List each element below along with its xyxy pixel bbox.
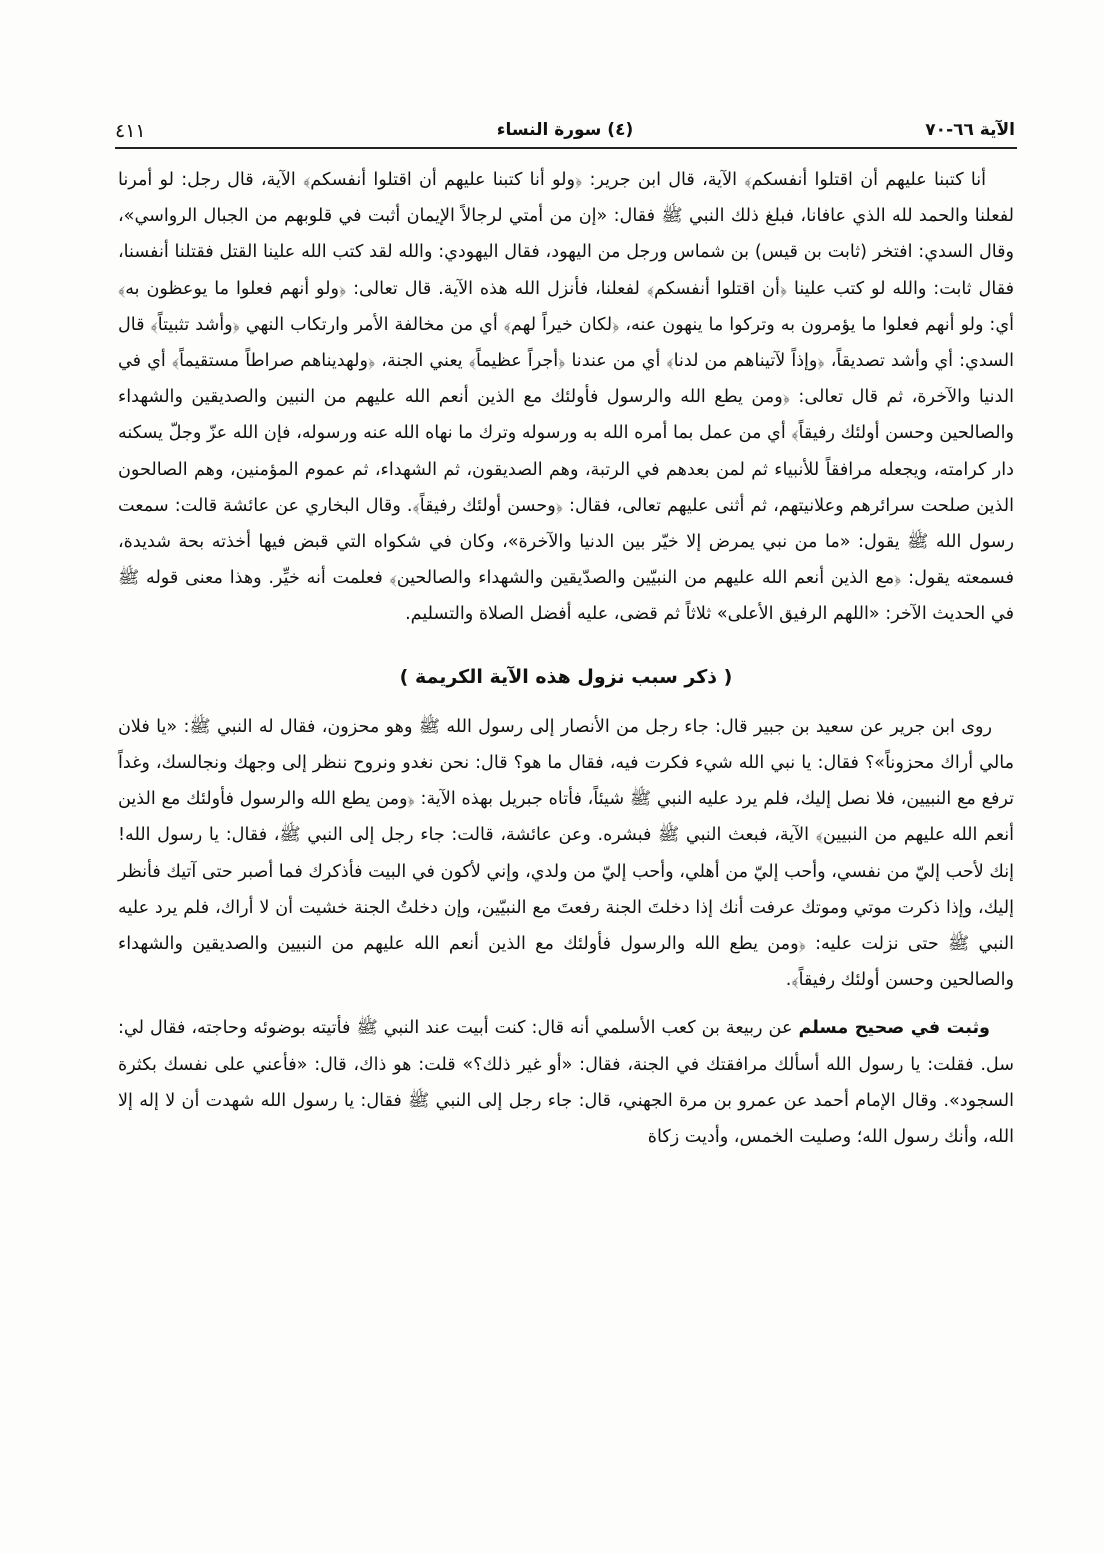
page-number: ٤١١ — [115, 120, 146, 142]
section-title: ( ذكر سبب نزول هذه الآية الكريمة ) — [399, 665, 733, 688]
paragraph-3-lead: وثبت في صحيح مسلم — [798, 1018, 990, 1039]
verse-range: الآية ٦٦-٧٠ — [925, 120, 1015, 140]
paragraph-1: أنا كتبنا عليهم أن اقتلوا أنفسكم﴾ الآية، قال ابن جرير: ﴿ولو أنا كتبنا عليهم أن اقتلوا أنفسكم﴾ الآية، قال رجل: لو أمرنا لفعلنا والحمد لله الذي عافانا، فبلغ ذلك النبي ﷺ فقال: «إن من أمتي لرجالاً الإيمان أثبت في قلوبهم من الجبال الرواسي»، وقال السدي: افتخر (ثابت بن قيس) بن شماس ورجل من اليهود، فقال اليهودي: والله لقد كتب الله علينا القتل فقتلنا أنفسنا، فقال ثابت: والله لو كتب علينا ﴿أن اقتلوا أنفسكم﴾ لفعلنا، فأنزل الله هذه الآية. قال تعالى: ﴿ولو أنهم فعلوا ما يوعظون به﴾ أي: ولو أنهم فعلوا ما يؤمرون به وتركوا ما ينهون عنه، ﴿لكان خيراً لهم﴾ أي من مخالفة الأمر وارتكاب النهي ﴿وأشد تثبيتاً﴾ قال السدي: أي وأشد تصديقاً، ﴿وإذاً لآتيناهم من لدنا﴾ أي من عندنا ﴿أجراً عظيماً﴾ يعني الجنة، ﴿ولهديناهم صراطاً مستقيماً﴾ أي في الدنيا والآخرة، ثم قال تعالى: ﴿ومن يطع الله والرسول فأولئك مع الذين أنعم الله عليهم من النبين والصديقين والشهداء والصالحين وحسن أولئك رفيقاً﴾ أي من عمل بما أمره الله به ورسوله وترك ما نهاه الله عنه ورسوله، فإن الله عزّ وجلّ يسكنه دار كرامته، ويجعله مرافقاً للأنبياء ثم لمن بعدهم في الرتبة، وهم الصديقون، ثم الشهداء، ثم عموم المؤمنين، وهم الصالحون الذين صلحت سرائرهم وعلانيتهم، ثم أثنى عليهم تعالى، فقال: ﴿وحسن أولئك رفيقاً﴾. وقال البخاري عن عائشة قالت: سمعت رسول الله ﷺ يقول: «ما من نبي يمرض إلا خيّر بين الدنيا والآخرة»، وكان في شكواه التي قبض فيها أخذته بحة شديدة، فسمعته يقول: ﴿مع الذين أنعم الله عليهم من النبيّين والصدّيقين والشهداء والصالحين﴾ فعلمت أنه خيِّر. وهذا معنى قوله ﷺ في الحديث الآخر: «اللهم الرفيق الأعلى» ثلاثاً ثم قضى، عليه أفضل الصلاة والتسليم. — [118, 170, 1014, 625]
surah-title: (٤) سورة النساء — [496, 120, 634, 140]
page-header — [115, 110, 1015, 150]
header-divider — [115, 147, 1017, 149]
paragraph-3 — [118, 1010, 1014, 1155]
page-body — [118, 162, 1014, 1155]
paragraph-3-text: عن ربيعة بن كعب الأسلمي أنه قال: كنت أبيت عند النبي ﷺ فأتيته بوضوئه وحاجته، فقال لي: سل. فقلت: يا رسول الله أسألك مرافقتك في الجنة، فقال: «أو غير ذلك؟» قلت: هو ذاك، قال: «فأعني على نفسك بكثرة السجود». وقال الإمام أحمد عن عمرو بن مرة الجهني، قال: جاء رجل إلى النبي ﷺ فقال: يا رسول الله شهدت أن لا إله إلا الله، وأنك رسول الله؛ وصليت الخمس، وأديت زكاة — [118, 1018, 1014, 1148]
paragraph-2: روى ابن جرير عن سعيد بن جبير قال: جاء رجل من الأنصار إلى رسول الله ﷺ وهو محزون، فقال له النبي ﷺ: «يا فلان مالي أراك محزوناً»؟ فقال: يا نبي الله شيء فكرت فيه، فقال ما هو؟ قال: نحن نغدو ونروح ننظر إلى وجهك ونجالسك، وغداً ترفع مع النبيين، فلا نصل إليك، فلم يرد عليه النبي ﷺ شيئاً، فأتاه جبريل بهذه الآية: ﴿ومن يطع الله والرسول فأولئك مع الذين أنعم الله عليهم من النبيين﴾ الآية، فبعث النبي ﷺ فبشره. وعن عائشة، قالت: جاء رجل إلى النبي ﷺ، فقال: يا رسول الله! إنك لأحب إليّ من نفسي، وأحب إليّ من أهلي، وأحب إليّ من ولدي، وإني لأكون في البيت فأذكرك فما أصبر حتى آتيك فأنظر إليك، وإذا ذكرت موتي وموتك عرفت أنك إذا دخلتَ الجنة رفعتَ مع النبيّين، وإن دخلتُ الجنة خشيت أن لا أراك، فلم يرد عليه النبي ﷺ حتى نزلت عليه: ﴿ومن يطع الله والرسول فأولئك مع الذين أنعم الله عليهم من النبيين والصديقين والشهداء والصالحين وحسن أولئك رفيقاً﴾. — [118, 716, 1014, 991]
